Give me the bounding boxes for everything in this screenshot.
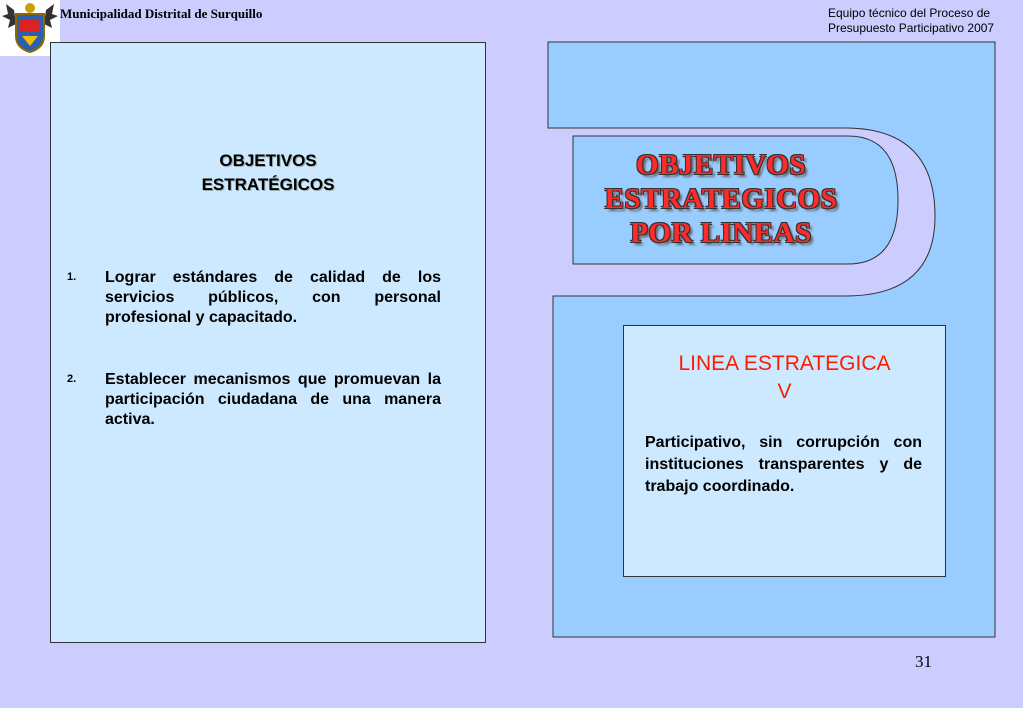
strategic-line-description: Participativo, sin corrupción con instituciones transparentes y de trabajo coordinado. (645, 434, 922, 495)
shape-title-line-1: OBJETIVOS (636, 149, 806, 181)
strategic-line-title (624, 350, 945, 406)
objective-text: Establecer mecanismos que promuevan la participación ciudadana de una manera activa. (105, 371, 441, 428)
objectives-title-line-1: OBJETIVOS (219, 151, 317, 170)
objective-number: 2. (67, 373, 77, 385)
objective-number: 1. (67, 271, 77, 283)
shape-title-line-3: POR LINEAS (630, 217, 812, 249)
shape-title-line-2: ESTRATEGICOS (604, 183, 838, 215)
shape-title (578, 148, 864, 250)
strategic-line-box (623, 325, 946, 577)
strategic-line-title-line-1: LINEA ESTRATEGICA (678, 352, 891, 375)
team-line-1: Equipo técnico del Proceso de (828, 6, 991, 20)
page-number: 31 (915, 652, 932, 671)
objective-text: Lograr estándares de calidad de los servicios públicos, con personal profesional y capacitado. (105, 269, 441, 326)
objectives-title-line-2: ESTRATÉGICOS (201, 175, 335, 194)
strategic-line-title-line-2: V (777, 380, 792, 403)
team-line-2: Presupuesto Participativo 2007 (828, 21, 995, 35)
organization-name: Municipalidad Distrital de Surquillo (60, 6, 263, 21)
